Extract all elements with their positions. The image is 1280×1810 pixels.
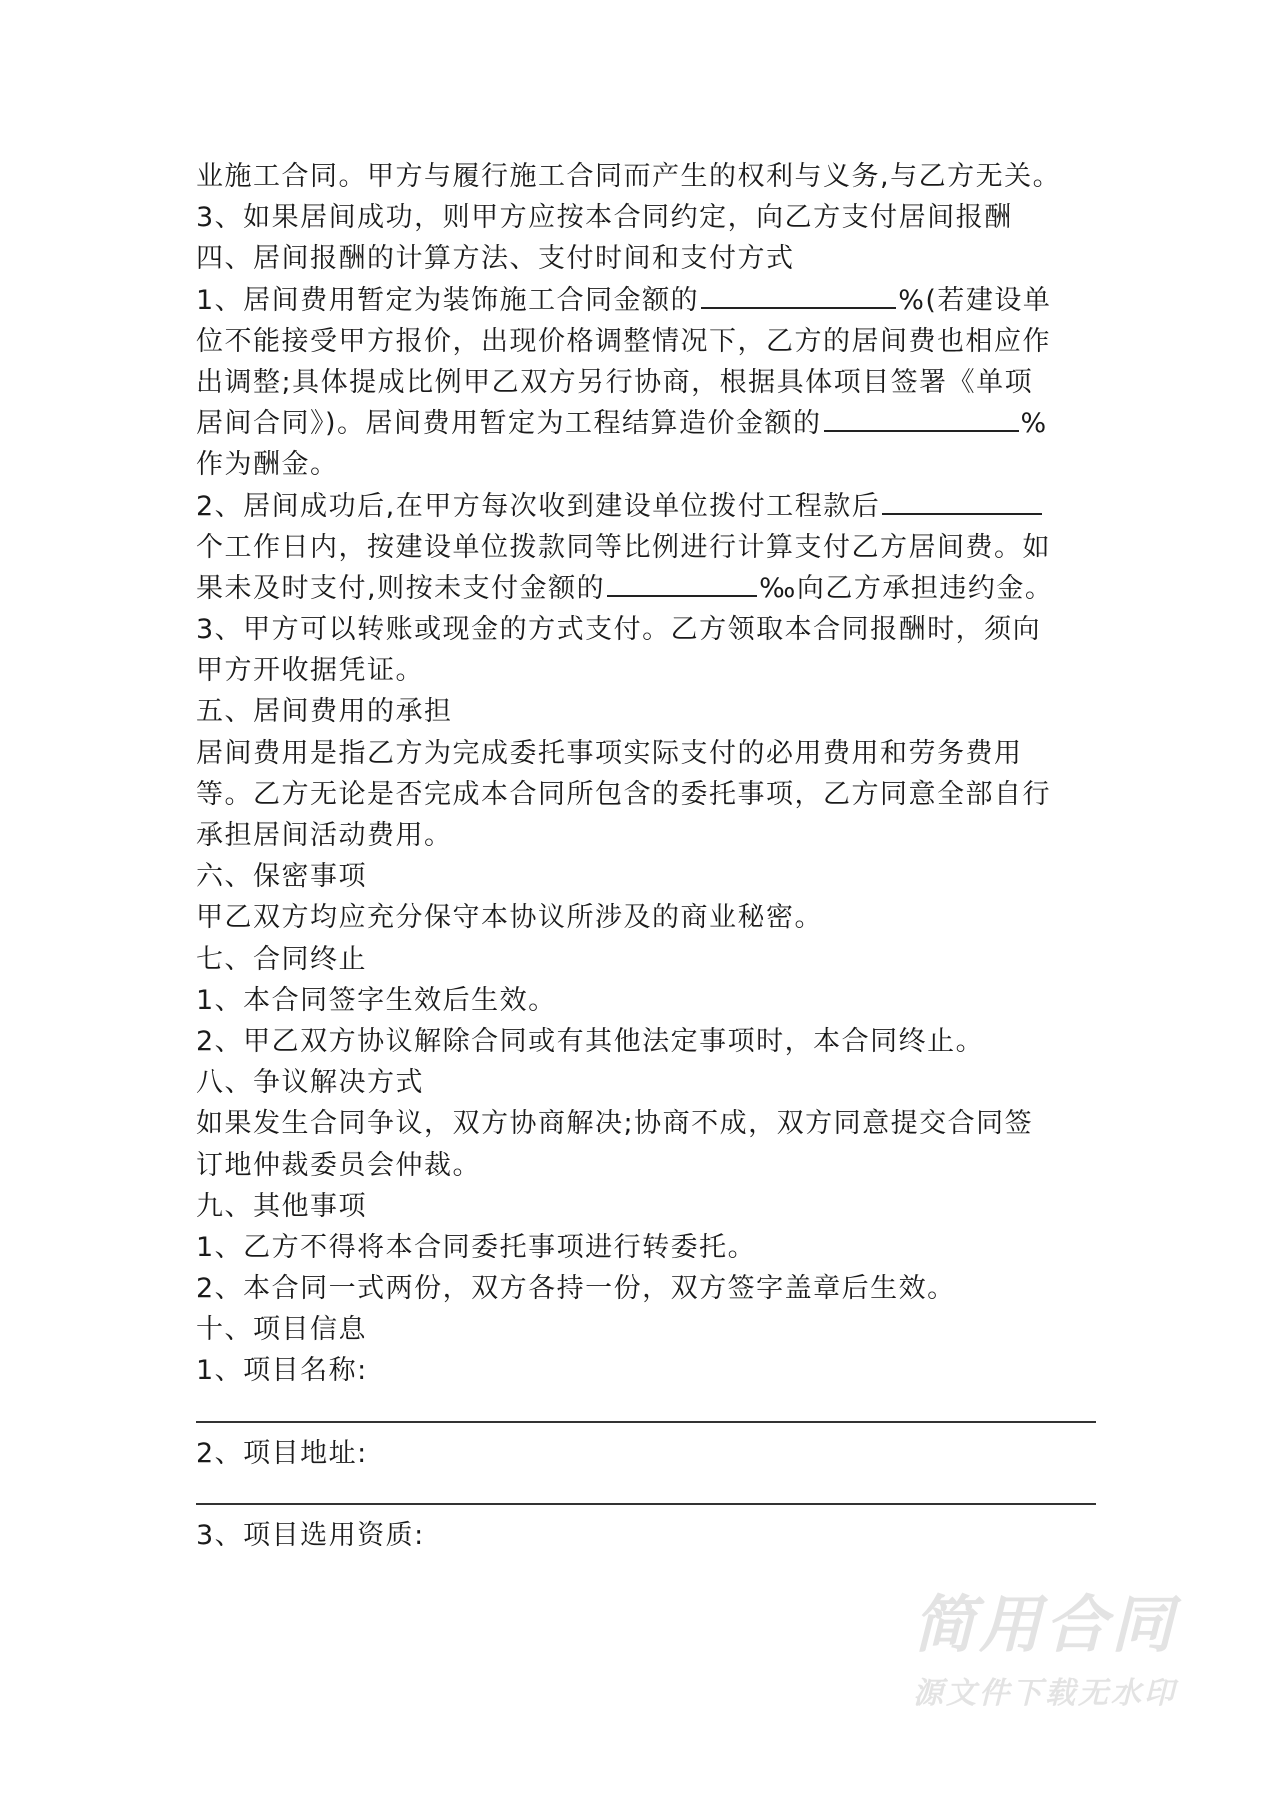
body-line: 承担居间活动费用。 [196, 820, 453, 851]
project-name-blank[interactable] [196, 1392, 1096, 1433]
clause-line-fill-in [196, 403, 1096, 444]
fill-in-blank[interactable] [701, 283, 896, 309]
body-line: 出调整;具体提成比例甲乙双方另行协商，根据具体项目签署《单项 [196, 366, 1034, 398]
clause-line-fill-in [196, 568, 1096, 609]
body-line: 甲乙双方均应充分保守本协议所涉及的商业秘密。 [196, 902, 823, 934]
project-name-label: 1、项目名称: [196, 1355, 368, 1387]
clause-text: 居间合同》)。居间费用暂定为工程结算造价金额的 [196, 408, 822, 440]
body-line: 如果发生合同争议，双方协商解决;协商不成，双方同意提交合同签 [196, 1108, 1034, 1140]
project-qualification-label: 3、项目选用资质: [196, 1520, 425, 1552]
project-address-label: 2、项目地址: [196, 1437, 368, 1469]
body-line: 作为酬金。 [196, 449, 339, 481]
project-address-blank[interactable] [196, 1474, 1096, 1515]
body-line: 居间费用是指乙方为完成委托事项实际支付的必用费用和劳务费用 [196, 737, 1023, 769]
clause-line: 1、本合同签字生效后生效。 [196, 984, 557, 1016]
clause-line-fill-in [196, 280, 1096, 321]
section-heading-8: 八、争议解决方式 [196, 1067, 424, 1099]
clause-line-fill-in [196, 486, 1096, 527]
watermark-title: 简用合同 [912, 1588, 1177, 1661]
clause-line: 1、乙方不得将本合同委托事项进行转委托。 [196, 1231, 757, 1263]
clause-line: 2、甲乙双方协议解除合同或有其他法定事项时，本合同终止。 [196, 1025, 985, 1057]
body-line: 个工作日内，按建设单位拨款同等比例进行计算支付乙方居间费。如 [196, 531, 1051, 563]
clause-text: 2、居间成功后,在甲方每次收到建设单位拨付工程款后 [196, 490, 881, 522]
document-body [196, 156, 1096, 1556]
fill-in-blank[interactable] [824, 406, 1019, 432]
body-line: 甲方开收据凭证。 [196, 655, 424, 687]
clause-line: 3、如果居间成功，则甲方应按本合同约定，向乙方支付居间报酬 [196, 202, 1013, 234]
clause-text: 1、居间费用暂定为装饰施工合同金额的 [196, 284, 700, 316]
section-heading-9: 九、其他事项 [196, 1190, 367, 1222]
clause-line: 3、甲方可以转账或现金的方式支付。乙方领取本合同报酬时，须向 [196, 614, 1042, 646]
clause-text: 果未及时支付,则按未支付金额的 [196, 572, 606, 604]
watermark [880, 1590, 1210, 1714]
watermark-subtitle: 源文件下载无水印 [913, 1676, 1177, 1711]
clause-text: ‰向乙方承担违约金。 [759, 572, 1054, 604]
section-heading-5: 五、居间费用的承担 [196, 696, 453, 728]
clause-text: % [1020, 408, 1048, 440]
clause-line: 2、本合同一式两份，双方各持一份，双方签字盖章后生效。 [196, 1273, 956, 1305]
fill-in-blank[interactable] [882, 489, 1042, 515]
body-line: 业施工合同。甲方与履行施工合同而产生的权利与义务,与乙方无关。 [196, 161, 1062, 192]
fill-in-blank[interactable] [607, 571, 757, 597]
section-heading-6: 六、保密事项 [196, 861, 367, 893]
section-heading-10: 十、项目信息 [196, 1314, 367, 1346]
section-heading-7: 七、合同终止 [196, 943, 367, 975]
body-line: 位不能接受甲方报价，出现价格调整情况下，乙方的居间费也相应作 [196, 325, 1051, 357]
section-heading-4: 四、居间报酬的计算方法、支付时间和支付方式 [196, 243, 795, 275]
body-line: 订地仲裁委员会仲裁。 [196, 1149, 481, 1181]
body-line: 等。乙方无论是否完成本合同所包含的委托事项，乙方同意全部自行 [196, 778, 1051, 810]
clause-text: %(若建设单 [898, 284, 1052, 316]
